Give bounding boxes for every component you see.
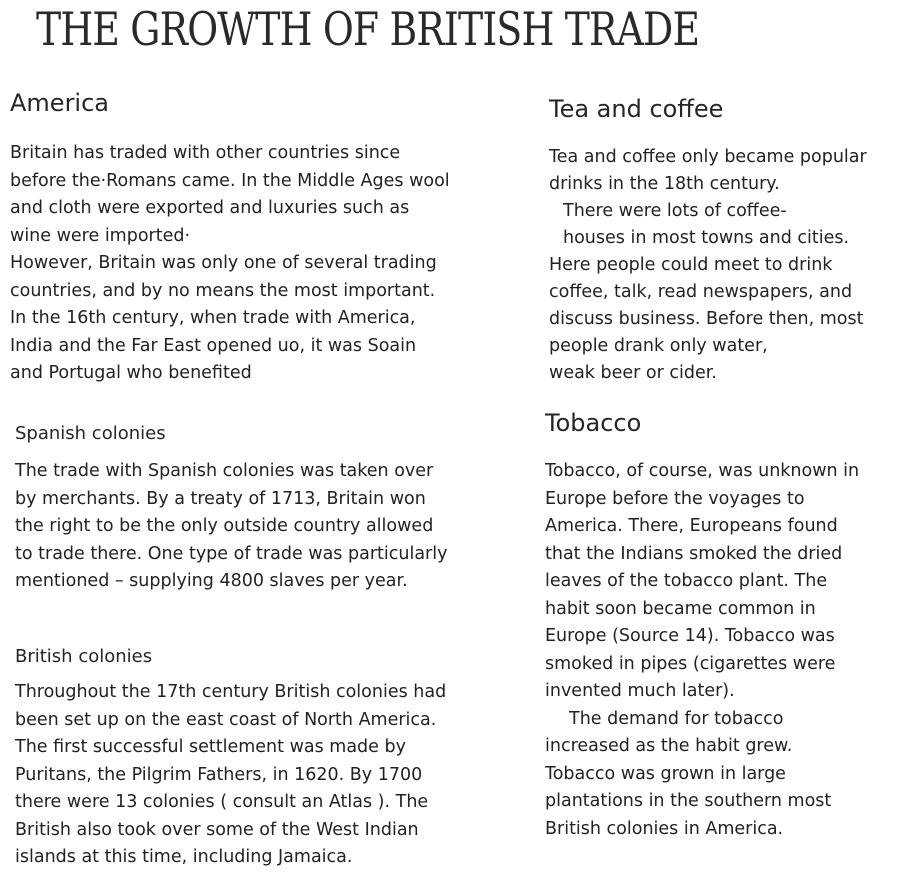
text-line: to trade there. One type of trade was particularly	[15, 543, 448, 564]
section-heading-british-colonies: British colonies	[15, 646, 153, 667]
text-line: There were lots of coffee-	[563, 201, 787, 221]
text-line: people drank only water,	[549, 336, 768, 356]
section-heading-tea-and-coffee: Tea and coffee	[549, 95, 724, 123]
text-line: drinks in the 18th century.	[549, 174, 780, 194]
text-line: weak beer or cider.	[549, 363, 717, 383]
text-line: been set up on the east coast of North America.	[15, 709, 437, 730]
text-line: Europe before the voyages to	[545, 488, 805, 509]
text-line: Puritans, the Pilgrim Fathers, in 1620. By 1700	[15, 764, 423, 785]
text-line: Britain has traded with other countries since	[10, 143, 401, 163]
text-line: Throughout the 17th century British colonies had	[15, 682, 447, 702]
text-line: discuss business. Before then, most	[549, 309, 864, 329]
text-line: by merchants. By a treaty of 1713, Britain won	[15, 488, 426, 509]
text-line: Here people could meet to drink	[549, 255, 833, 275]
text-line: and cloth were exported and luxuries such as	[10, 198, 410, 218]
text-line: smoked in pipes (cigarettes were	[545, 653, 836, 674]
text-line: mentioned – supplying 4800 slaves per year.	[15, 571, 408, 591]
text-line: that the Indians smoked the dried	[545, 543, 843, 564]
section-body-tea-and-coffee	[549, 144, 867, 387]
text-line: Europe (Source 14). Tobacco was	[545, 626, 835, 646]
section-body-spanish-colonies	[15, 458, 447, 596]
section-heading-america: America	[10, 89, 109, 117]
text-line: leaves of the tobacco plant. The	[545, 571, 828, 591]
section-tea-and-coffee	[549, 94, 867, 387]
text-line: and Portugal who benefited	[10, 363, 252, 383]
text-line: islands at this time, including Jamaica.	[15, 847, 353, 867]
section-british-colonies	[15, 645, 446, 872]
section-america	[10, 88, 450, 388]
text-line: Tea and coffee only became popular	[549, 147, 867, 167]
text-line: The first successful settlement was made by	[15, 737, 406, 757]
section-heading-tobacco: Tobacco	[545, 409, 642, 437]
text-line: before the·Romans came. In the Middle Ages wool	[10, 170, 450, 191]
text-line: Tobacco was grown in large	[545, 763, 786, 784]
section-spanish-colonies	[15, 422, 447, 596]
section-body-british-colonies	[15, 679, 446, 872]
text-line: The trade with Spanish colonies was taken over	[15, 461, 434, 481]
section-body-tobacco	[545, 458, 859, 843]
text-line: The demand for tobacco	[569, 708, 784, 729]
text-line: British colonies in America.	[545, 818, 784, 839]
section-body-america	[10, 140, 450, 388]
page-title: THE GROWTH OF BRITISH TRADE	[36, 2, 700, 56]
section-heading-spanish-colonies: Spanish colonies	[15, 423, 166, 444]
text-line: However, Britain was only one of several trading	[10, 253, 437, 273]
text-line: invented much later).	[545, 681, 735, 701]
text-line: there were 13 colonies ( consult an Atlas ). The	[15, 792, 429, 812]
text-line: British also took over some of the West Indian	[15, 819, 419, 840]
text-line: India and the Far East opened uo, it was Soain	[10, 335, 417, 356]
text-line: Tobacco, of course, was unknown in	[545, 461, 860, 481]
section-tobacco	[545, 408, 859, 843]
text-line: plantations in the southern most	[545, 791, 832, 811]
text-line: countries, and by no means the most important.	[10, 280, 436, 301]
text-line: America. There, Europeans found	[545, 516, 838, 536]
text-line: habit soon became common in	[545, 598, 816, 619]
text-line: increased as the habit grew.	[545, 736, 793, 756]
text-line: houses in most towns and cities.	[563, 228, 850, 248]
text-line: wine were imported·	[10, 225, 191, 246]
text-line: the right to be the only outside country allowed	[15, 516, 434, 536]
text-line: coffee, talk, read newspapers, and	[549, 282, 853, 302]
text-line: In the 16th century, when trade with America,	[10, 308, 416, 328]
